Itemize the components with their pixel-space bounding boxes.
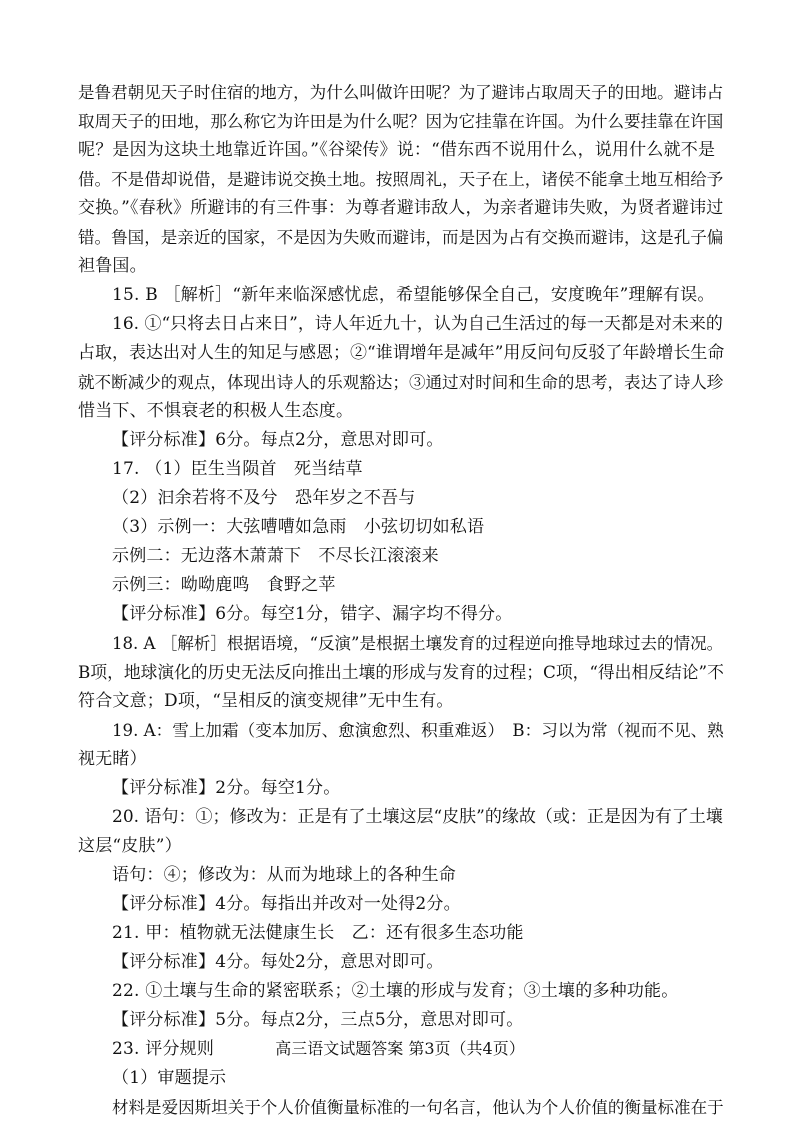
text-line: 【评分标准】6分。每点2分，意思对即可。 [112,430,444,450]
text-line: （2）汩余若将不及兮 恐年岁之不吾与 [112,488,416,508]
text-line: （3）示例一：大弦嘈嘈如急雨 小弦切切如私语 [112,517,485,537]
page-footer: 高三语文试题答案 第3页（共4页） [275,1039,525,1058]
text-line: 【评分标准】5分。每点2分，三点5分，意思对即可。 [112,1010,524,1030]
text-line: 23. 评分规则 [112,1039,215,1059]
text-line: 借。不是借却说借，是避讳说交换土地。按照周礼，天子在上，诸侯不能拿土地互相给予 [78,170,724,189]
text-line: 错。鲁国，是亲近的国家，不是因为失败而避讳，而是因为占有交换而避讳，这是孔子偏 [78,228,724,247]
text-line: 视无睹） [78,749,147,769]
text-line: 17. （1）臣生当陨首 死当结草 [112,459,363,479]
text-line: 15. B ［解析］“新年来临深感忧虑，希望能够保全自己，安度晚年”理解有误。 [112,285,715,305]
text-line: 19. A：雪上加霜（变本加厉、愈演愈烈、积重难返） B：习以为常（视而不见、熟 [112,721,724,740]
text-line: 22. ①土壤与生命的紧密联系；②土壤的形成与发育；③土壤的多种功能。 [112,981,679,1001]
text-line: 惜当下、不惧衰老的积极人生态度。 [78,401,354,421]
text-line: 【评分标准】4分。每指出并改对一处得2分。 [112,894,461,914]
text-line: 袒鲁国。 [78,256,147,276]
answer-body [78,78,728,1122]
text-line: 交换。”《春秋》所避讳的有三件事：为尊者避讳敌人，为亲者避讳失败，为贤者避讳过 [78,198,724,218]
text-line: 示例二：无边落木萧萧下 不尽长江滚滚来 [112,546,439,566]
text-line: 占取，表达出对人生的知足与感恩；②“谁谓增年是减年”用反问句反驳了年龄增长生命 [78,343,725,363]
text-line: 21. 甲：植物就无法健康生长 乙：还有很多生态功能 [112,923,524,943]
text-line: 取周天子的田地，那么称它为许田是为什么呢？因为它挂靠在许国。为什么要挂靠在许国 [78,112,724,131]
text-line: 20. 语句：①；修改为：正是有了土壤这层“皮肤”的缘故（或：正是因为有了土壤 [112,807,723,827]
text-line: 语句：④；修改为：从而为地球上的各种生命 [112,865,456,885]
text-line: B项，地球演化的历史无法反向推出土壤的形成与发育的过程；C项，“得出相反结论”不 [78,662,724,682]
text-line: 18. A ［解析］根据语境，“反演”是根据土壤发育的过程逆向推导地球过去的情况。 [112,634,724,653]
text-line: 【评分标准】4分。每处2分，意思对即可。 [112,952,444,972]
text-line: 16. ①“只将去日占来日”，诗人年近九十，认为自己生活过的每一天都是对未来的 [112,314,723,334]
text-line: 符合文意；D项，“呈相反的演变规律”无中生有。 [78,691,454,711]
text-line: 【评分标准】6分。每空1分，错字、漏字均不得分。 [112,604,513,624]
text-line: 呢？是因为这块土地靠近许国。”《谷梁传》说：“借东西不说用什么，说用什么就不是 [78,140,716,160]
text-line: 就不断减少的观点，体现出诗人的乐观豁达；③通过对时间和生命的思考，表达了诗人珍 [78,373,724,392]
text-line: 【评分标准】2分。每空1分。 [112,778,341,798]
text-line: 示例三：呦呦鹿鸣 食野之苹 [112,575,336,595]
text-line: 是鲁君朝见天子时住宿的地方，为什么叫做许田呢？为了避讳占取周天子的田地。避讳占 [78,83,724,102]
text-line: （1）审题提示 [112,1068,227,1088]
text-line: 材料是爱因斯坦关于个人价值衡量标准的一句名言，他认为个人价值的衡量标准在于 [112,1098,724,1117]
text-line: 这层“皮肤”） [78,836,182,856]
